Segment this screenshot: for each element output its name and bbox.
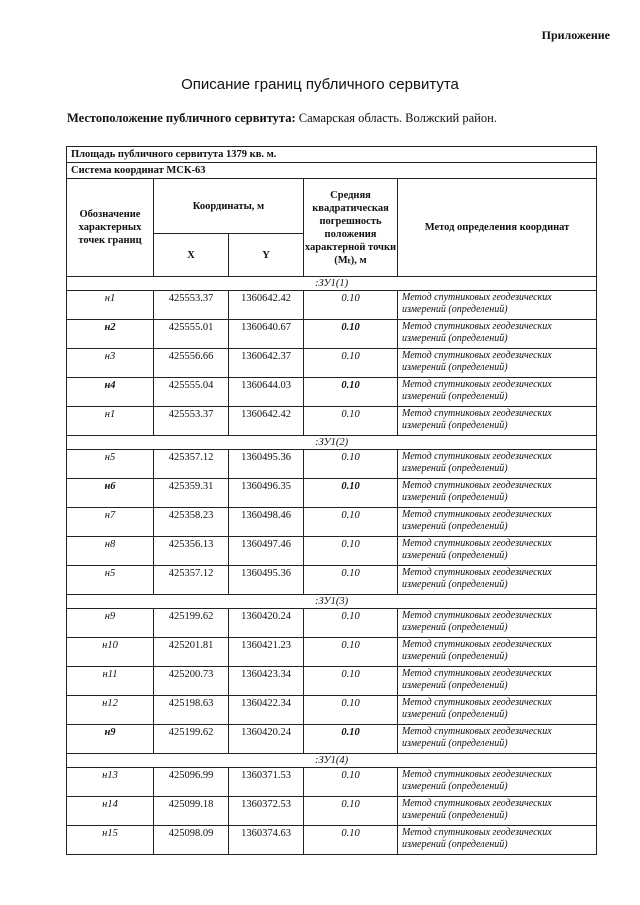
table-row [67,638,597,667]
method-cell: Метод спутниковых геодезических измерений (определений) [398,537,597,566]
method-cell: Метод спутниковых геодезических измерений (определений) [398,725,597,754]
error-cell: 0.10 [304,508,398,537]
header-x: X [154,234,229,277]
point-cell: н6 [67,479,154,508]
table-row [67,826,597,855]
error-cell: 0.10 [304,537,398,566]
point-cell: н3 [67,349,154,378]
method-cell: Метод спутниковых геодезических измерений (определений) [398,407,597,436]
method-cell: Метод спутниковых геодезических измерений (определений) [398,696,597,725]
header-error: Средняя квадратическая погрешность положения характерной точки (Mₜ), м [304,179,398,277]
section-header [67,436,597,450]
table-row [67,696,597,725]
method-cell: Метод спутниковых геодезических измерений (определений) [398,609,597,638]
error-cell: 0.10 [304,696,398,725]
y-cell: 1360495.36 [229,566,304,595]
point-cell: н8 [67,537,154,566]
y-cell: 1360422.34 [229,696,304,725]
area-row: Площадь публичного сервитута 1379 кв. м. [67,147,597,163]
error-cell: 0.10 [304,479,398,508]
section-header [67,754,597,768]
point-cell: н11 [67,667,154,696]
point-cell: н15 [67,826,154,855]
point-cell: н9 [67,609,154,638]
section-title: :ЗУ1(3) [67,595,597,609]
table-row [67,609,597,638]
x-cell: 425553.37 [154,407,229,436]
y-cell: 1360642.37 [229,349,304,378]
y-cell: 1360644.03 [229,378,304,407]
coordinate-system-row: Система координат МСК-63 [67,163,597,179]
y-cell: 1360497.46 [229,537,304,566]
x-cell: 425098.09 [154,826,229,855]
error-cell: 0.10 [304,725,398,754]
error-cell: 0.10 [304,797,398,826]
method-cell: Метод спутниковых геодезических измерений (определений) [398,768,597,797]
method-cell: Метод спутниковых геодезических измерений (определений) [398,378,597,407]
boundary-table [66,146,597,855]
x-cell: 425096.99 [154,768,229,797]
y-cell: 1360371.53 [229,768,304,797]
method-cell: Метод спутниковых геодезических измерений (определений) [398,291,597,320]
method-cell: Метод спутниковых геодезических измерений (определений) [398,349,597,378]
x-cell: 425356.13 [154,537,229,566]
x-cell: 425555.01 [154,320,229,349]
error-cell: 0.10 [304,638,398,667]
error-cell: 0.10 [304,320,398,349]
table-row [67,797,597,826]
y-cell: 1360421.23 [229,638,304,667]
method-cell: Метод спутниковых геодезических измерений (определений) [398,479,597,508]
table-row [67,407,597,436]
method-cell: Метод спутниковых геодезических измерений (определений) [398,667,597,696]
table-row [67,537,597,566]
method-cell: Метод спутниковых геодезических измерений (определений) [398,826,597,855]
x-cell: 425359.31 [154,479,229,508]
annex-label: Приложение [541,28,610,42]
point-cell: н1 [67,291,154,320]
x-cell: 425358.23 [154,508,229,537]
method-cell: Метод спутниковых геодезических измерений (определений) [398,508,597,537]
error-cell: 0.10 [304,566,398,595]
y-cell: 1360642.42 [229,407,304,436]
error-cell: 0.10 [304,291,398,320]
y-cell: 1360640.67 [229,320,304,349]
point-cell: н5 [67,450,154,479]
table-row [67,378,597,407]
x-cell: 425201.81 [154,638,229,667]
table-row [67,291,597,320]
location-label: Местоположение публичного сервитута: [67,111,296,125]
section-title: :ЗУ1(4) [67,754,597,768]
table-row [67,768,597,797]
section-header [67,277,597,291]
x-cell: 425357.12 [154,450,229,479]
x-cell: 425555.04 [154,378,229,407]
error-cell: 0.10 [304,407,398,436]
table-row [67,725,597,754]
method-cell: Метод спутниковых геодезических измерений (определений) [398,638,597,667]
x-cell: 425556.66 [154,349,229,378]
y-cell: 1360374.63 [229,826,304,855]
location-line [67,111,497,126]
table-row [67,349,597,378]
point-cell: н14 [67,797,154,826]
point-cell: н4 [67,378,154,407]
table-row [67,479,597,508]
header-method: Метод определения координат [398,179,597,277]
x-cell: 425198.63 [154,696,229,725]
error-cell: 0.10 [304,450,398,479]
y-cell: 1360498.46 [229,508,304,537]
y-cell: 1360420.24 [229,609,304,638]
y-cell: 1360372.53 [229,797,304,826]
section-title: :ЗУ1(2) [67,436,597,450]
y-cell: 1360495.36 [229,450,304,479]
point-cell: н7 [67,508,154,537]
table-row [67,566,597,595]
header-y: Y [229,234,304,277]
point-cell: н12 [67,696,154,725]
x-cell: 425357.12 [154,566,229,595]
table-row [67,450,597,479]
point-cell: н5 [67,566,154,595]
x-cell: 425099.18 [154,797,229,826]
location-value: Самарская область. Волжский район. [295,111,497,125]
error-cell: 0.10 [304,609,398,638]
x-cell: 425553.37 [154,291,229,320]
error-cell: 0.10 [304,667,398,696]
error-cell: 0.10 [304,378,398,407]
error-cell: 0.10 [304,826,398,855]
point-cell: н13 [67,768,154,797]
x-cell: 425199.62 [154,725,229,754]
table-row [67,508,597,537]
point-cell: н2 [67,320,154,349]
header-point: Обозначение характерных точек границ [67,179,154,277]
error-cell: 0.10 [304,768,398,797]
point-cell: н9 [67,725,154,754]
y-cell: 1360423.34 [229,667,304,696]
error-cell: 0.10 [304,349,398,378]
point-cell: н1 [67,407,154,436]
x-cell: 425200.73 [154,667,229,696]
x-cell: 425199.62 [154,609,229,638]
page-title: Описание границ публичного сервитута [181,76,459,93]
table-row [67,320,597,349]
method-cell: Метод спутниковых геодезических измерений (определений) [398,797,597,826]
y-cell: 1360496.35 [229,479,304,508]
y-cell: 1360420.24 [229,725,304,754]
header-coords: Координаты, м [154,179,304,234]
method-cell: Метод спутниковых геодезических измерений (определений) [398,320,597,349]
y-cell: 1360642.42 [229,291,304,320]
method-cell: Метод спутниковых геодезических измерений (определений) [398,450,597,479]
section-title: :ЗУ1(1) [67,277,597,291]
section-header [67,595,597,609]
point-cell: н10 [67,638,154,667]
method-cell: Метод спутниковых геодезических измерений (определений) [398,566,597,595]
table-row [67,667,597,696]
